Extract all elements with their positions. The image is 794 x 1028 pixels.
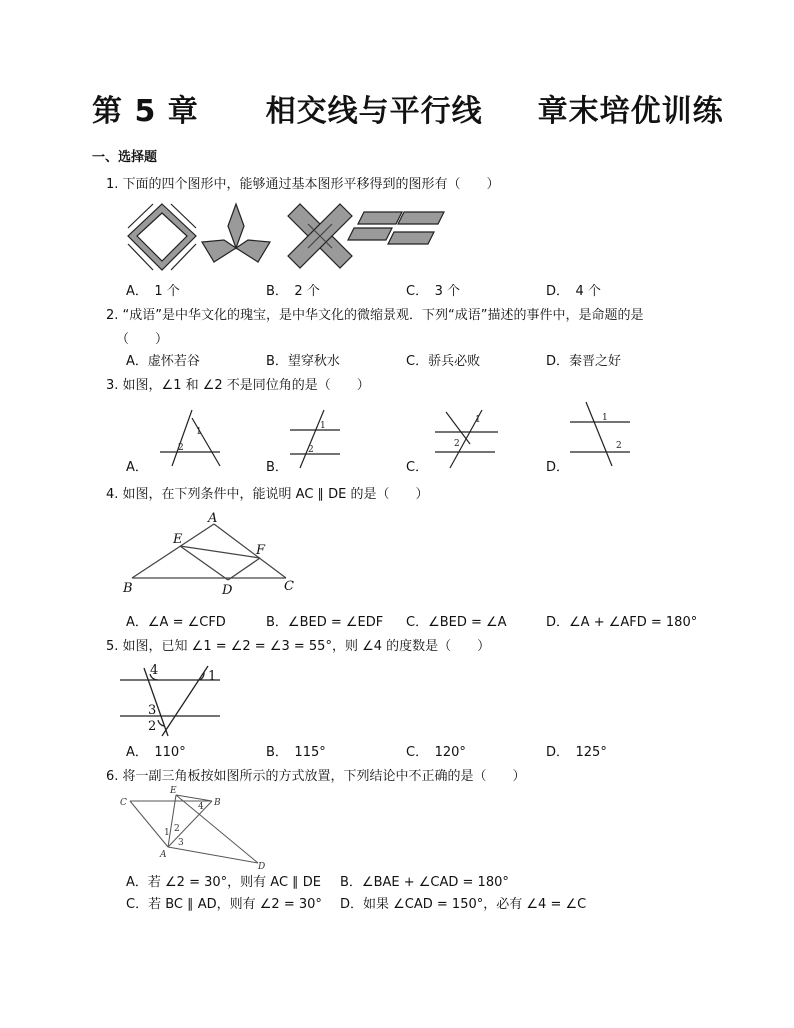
page-title [92, 86, 724, 130]
q4-option-b: B．∠BED = ∠EDF [266, 615, 384, 630]
q6-point-e: E [170, 786, 177, 796]
q6-angle-3: 3 [178, 838, 184, 848]
q4-point-e: E [173, 532, 183, 547]
q4-point-c: C [284, 579, 294, 594]
q6-option-a: A．若 ∠2 = 30°，则有 AC ∥ DE [126, 875, 322, 890]
q5-angle-2: 2 [148, 719, 157, 734]
figure-parallelograms [348, 212, 444, 244]
section-heading: 一、选择题 [92, 150, 158, 165]
q2-option-a: A．虚怀若谷 [126, 354, 200, 369]
q3b-label-1: 1 [320, 421, 326, 431]
q4-point-b: B [123, 581, 133, 596]
q3d-label-2: 2 [616, 441, 622, 451]
q6-point-a: A [160, 850, 167, 860]
q3-option-d: D． [546, 460, 570, 475]
question-5-figure [118, 660, 228, 740]
q2-option-c: C．骄兵必败 [406, 354, 481, 369]
question-3-figures [150, 400, 640, 470]
q6-point-d: D [258, 862, 266, 872]
q3a-label-1: 1 [196, 427, 202, 437]
q1-option-b: B． 2 个 [266, 284, 320, 299]
q3d-label-1: 1 [602, 413, 608, 423]
q5-option-c: C． 120° [406, 745, 466, 760]
question-2-text: 2. “成语”是中华文化的瑰宝，是中华文化的微缩景观．下列“成语”描述的事件中，是命题的是 [106, 308, 644, 323]
question-5-text: 5. 如图，已知 ∠1 = ∠2 = ∠3 = 55°，则 ∠4 的度数是（ ） [106, 639, 491, 654]
q4-point-d: D [222, 583, 233, 598]
question-6-figure [118, 785, 268, 872]
q1-option-c: C． 3 个 [406, 284, 460, 299]
q4-point-f: F [256, 543, 266, 558]
q6-angle-4: 4 [198, 802, 204, 812]
q5-option-d: D． 125° [546, 745, 607, 760]
q5-angle-1: 1 [208, 669, 217, 684]
q3c-label-1: 1 [475, 415, 481, 425]
q4-option-d: D．∠A + ∠AFD = 180° [546, 615, 698, 630]
q4-option-c: C．∠BED = ∠A [406, 615, 507, 630]
q6-option-b: B．∠BAE + ∠CAD = 180° [340, 875, 509, 890]
question-6-text: 6. 将一副三角板按如图所示的方式放置，下列结论中不正确的是（ ） [106, 769, 526, 784]
q2-option-b: B．望穿秋水 [266, 354, 340, 369]
q4-option-a: A．∠A = ∠CFD [126, 615, 226, 630]
question-2-blank: （ ） [116, 332, 169, 347]
question-1-figures [126, 204, 456, 270]
q5-option-a: A． 110° [126, 745, 186, 760]
q5-angle-3: 3 [148, 703, 157, 718]
q6-angle-2: 2 [174, 824, 180, 834]
q4-point-a: A [208, 511, 218, 526]
q5-angle-4: 4 [150, 663, 159, 678]
title-subtitle: 章末培优训练 [537, 94, 724, 129]
q6-point-b: B [214, 798, 221, 808]
q6-option-c: C．若 BC ∥ AD，则有 ∠2 = 30° [126, 897, 322, 912]
q6-point-c: C [120, 798, 127, 808]
question-3-text: 3. 如图，∠1 和 ∠2 不是同位角的是（ ） [106, 378, 370, 393]
figure-three-rhombi [202, 204, 270, 262]
q3-option-c: C． [406, 460, 429, 475]
q2-option-d: D．秦晋之好 [546, 354, 622, 369]
q6-option-d: D．如果 ∠CAD = 150°，必有 ∠4 = ∠C [340, 897, 587, 912]
q6-angle-1: 1 [164, 828, 170, 838]
q1-option-d: D． 4 个 [546, 284, 601, 299]
figure-square-frame [128, 204, 196, 270]
title-topic: 相交线与平行线 [265, 94, 483, 129]
q5-option-b: B． 115° [266, 745, 326, 760]
figure-cross [288, 204, 352, 268]
q3a-label-2: 2 [178, 443, 184, 453]
q3-option-a: A． [126, 460, 148, 475]
title-chapter: 第 5 章 [92, 94, 199, 129]
q3c-label-2: 2 [454, 439, 460, 449]
question-1-text: 1. 下面的四个图形中，能够通过基本图形平移得到的图形有（ ） [106, 177, 500, 192]
question-4-text: 4. 如图，在下列条件中，能说明 AC ∥ DE 的是（ ） [106, 487, 429, 502]
q3b-label-2: 2 [308, 445, 314, 455]
question-4-figure [118, 510, 308, 600]
q3-option-b: B． [266, 460, 288, 475]
q1-option-a: A． 1 个 [126, 284, 180, 299]
